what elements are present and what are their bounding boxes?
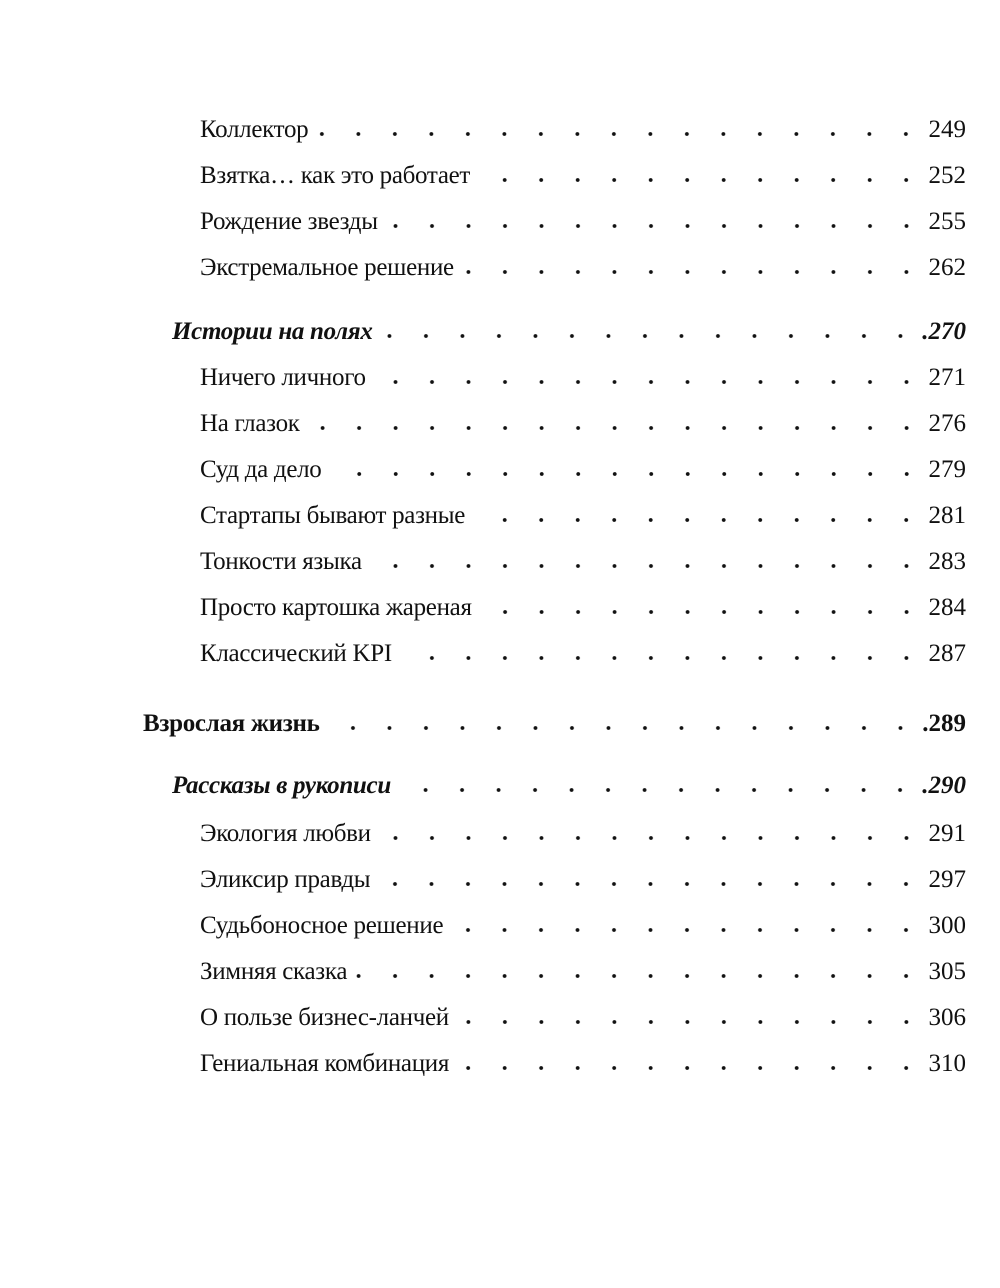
- toc-entry-page-number: .290: [922, 772, 966, 799]
- toc-entry-item[interactable]: [0, 103, 1000, 149]
- toc-entry-item[interactable]: [0, 1037, 1000, 1083]
- toc-entry-title: Коллектор: [200, 116, 309, 143]
- dot-leader: [328, 723, 919, 733]
- toc-entry-title: Гениальная комбинация: [200, 1050, 450, 1077]
- toc-entry-item[interactable]: [0, 991, 1000, 1037]
- toc-entry-item[interactable]: [0, 241, 1000, 287]
- toc-entry-title: Рассказы в рукописи: [172, 772, 391, 799]
- toc-entry-item[interactable]: [0, 807, 1000, 853]
- toc-entry-page-number: .289: [922, 710, 966, 737]
- dot-leader: [316, 129, 924, 139]
- toc-entry-page-number: 252: [928, 162, 966, 189]
- dot-leader: [399, 785, 918, 795]
- toc-entry-item[interactable]: [0, 627, 1000, 673]
- dot-leader: [381, 331, 919, 341]
- toc-entry-page-number: 305: [928, 958, 966, 985]
- toc-entry-title: О пользе бизнес-ланчей: [200, 1004, 449, 1031]
- toc-entry-title: Рождение звезды: [200, 208, 378, 235]
- toc-entry-item[interactable]: [0, 899, 1000, 945]
- toc-entry-item[interactable]: [0, 195, 1000, 241]
- dot-leader: [451, 925, 924, 935]
- toc-entry-page-number: 281: [928, 502, 966, 529]
- toc-entry-page-number: 262: [928, 254, 966, 281]
- dot-leader: [379, 833, 925, 843]
- dot-leader: [308, 423, 925, 433]
- dot-leader: [480, 607, 925, 617]
- toc-entry-title: Тонкости языка: [200, 548, 362, 575]
- dot-leader: [374, 377, 925, 387]
- toc-entry-item[interactable]: [0, 489, 1000, 535]
- toc-entry-item[interactable]: [0, 443, 1000, 489]
- dot-leader: [370, 561, 925, 571]
- toc-entry-item[interactable]: [0, 535, 1000, 581]
- toc-entry-page-number: 284: [928, 594, 966, 621]
- toc-entry-page-number: 255: [928, 208, 966, 235]
- dot-leader: [457, 1063, 924, 1073]
- toc-entry-title: Судьбоносное решение: [200, 912, 444, 939]
- toc-entry-title: Эликсир правды: [200, 866, 371, 893]
- toc-entry-subsection[interactable]: [0, 759, 1000, 805]
- toc-entry-title: Ничего личного: [200, 364, 366, 391]
- toc-entry-title: Классический KPI: [200, 640, 392, 667]
- toc-entry-title: Взрослая жизнь: [143, 710, 320, 737]
- toc-entry-page-number: 271: [928, 364, 966, 391]
- toc-entry-subsection[interactable]: [0, 305, 1000, 351]
- toc-entry-item[interactable]: [0, 149, 1000, 195]
- toc-entry-item[interactable]: [0, 581, 1000, 627]
- toc-entry-title: Взятка… как это работает: [200, 162, 471, 189]
- toc-entry-page-number: 249: [928, 116, 966, 143]
- dot-leader: [462, 267, 925, 277]
- toc-entry-title: На глазок: [200, 410, 300, 437]
- toc-entry-title: Экстремальное решение: [200, 254, 454, 281]
- dot-leader: [478, 175, 924, 185]
- toc-entry-page-number: 279: [928, 456, 966, 483]
- toc-entry-page-number: 297: [928, 866, 966, 893]
- toc-entry-item[interactable]: [0, 853, 1000, 899]
- toc-entry-item[interactable]: [0, 397, 1000, 443]
- toc-entry-title: Экология любви: [200, 820, 371, 847]
- toc-entry-section[interactable]: [0, 697, 1000, 743]
- dot-leader: [330, 469, 925, 479]
- dot-leader: [355, 971, 924, 981]
- dot-leader: [386, 221, 925, 231]
- toc-entry-page-number: .270: [922, 318, 966, 345]
- dot-leader: [473, 515, 924, 525]
- toc-entry-item[interactable]: [0, 945, 1000, 991]
- toc-entry-page-number: 287: [928, 640, 966, 667]
- toc-entry-title: Суд да дело: [200, 456, 322, 483]
- dot-leader: [400, 653, 925, 663]
- toc-entry-page-number: 300: [928, 912, 966, 939]
- dot-leader: [378, 879, 924, 889]
- toc-entry-page-number: 283: [928, 548, 966, 575]
- toc-entry-title: Стартапы бывают разные: [200, 502, 466, 529]
- toc-entry-page-number: 276: [928, 410, 966, 437]
- toc-entry-item[interactable]: [0, 351, 1000, 397]
- toc-entry-page-number: 310: [928, 1050, 966, 1077]
- toc-entry-page-number: 291: [928, 820, 966, 847]
- toc-entry-title: Истории на полях: [172, 318, 373, 345]
- dot-leader: [457, 1017, 925, 1027]
- table-of-contents: [0, 103, 1000, 1083]
- toc-entry-page-number: 306: [928, 1004, 966, 1031]
- toc-entry-title: Зимняя сказка: [200, 958, 348, 985]
- toc-entry-title: Просто картошка жареная: [200, 594, 472, 621]
